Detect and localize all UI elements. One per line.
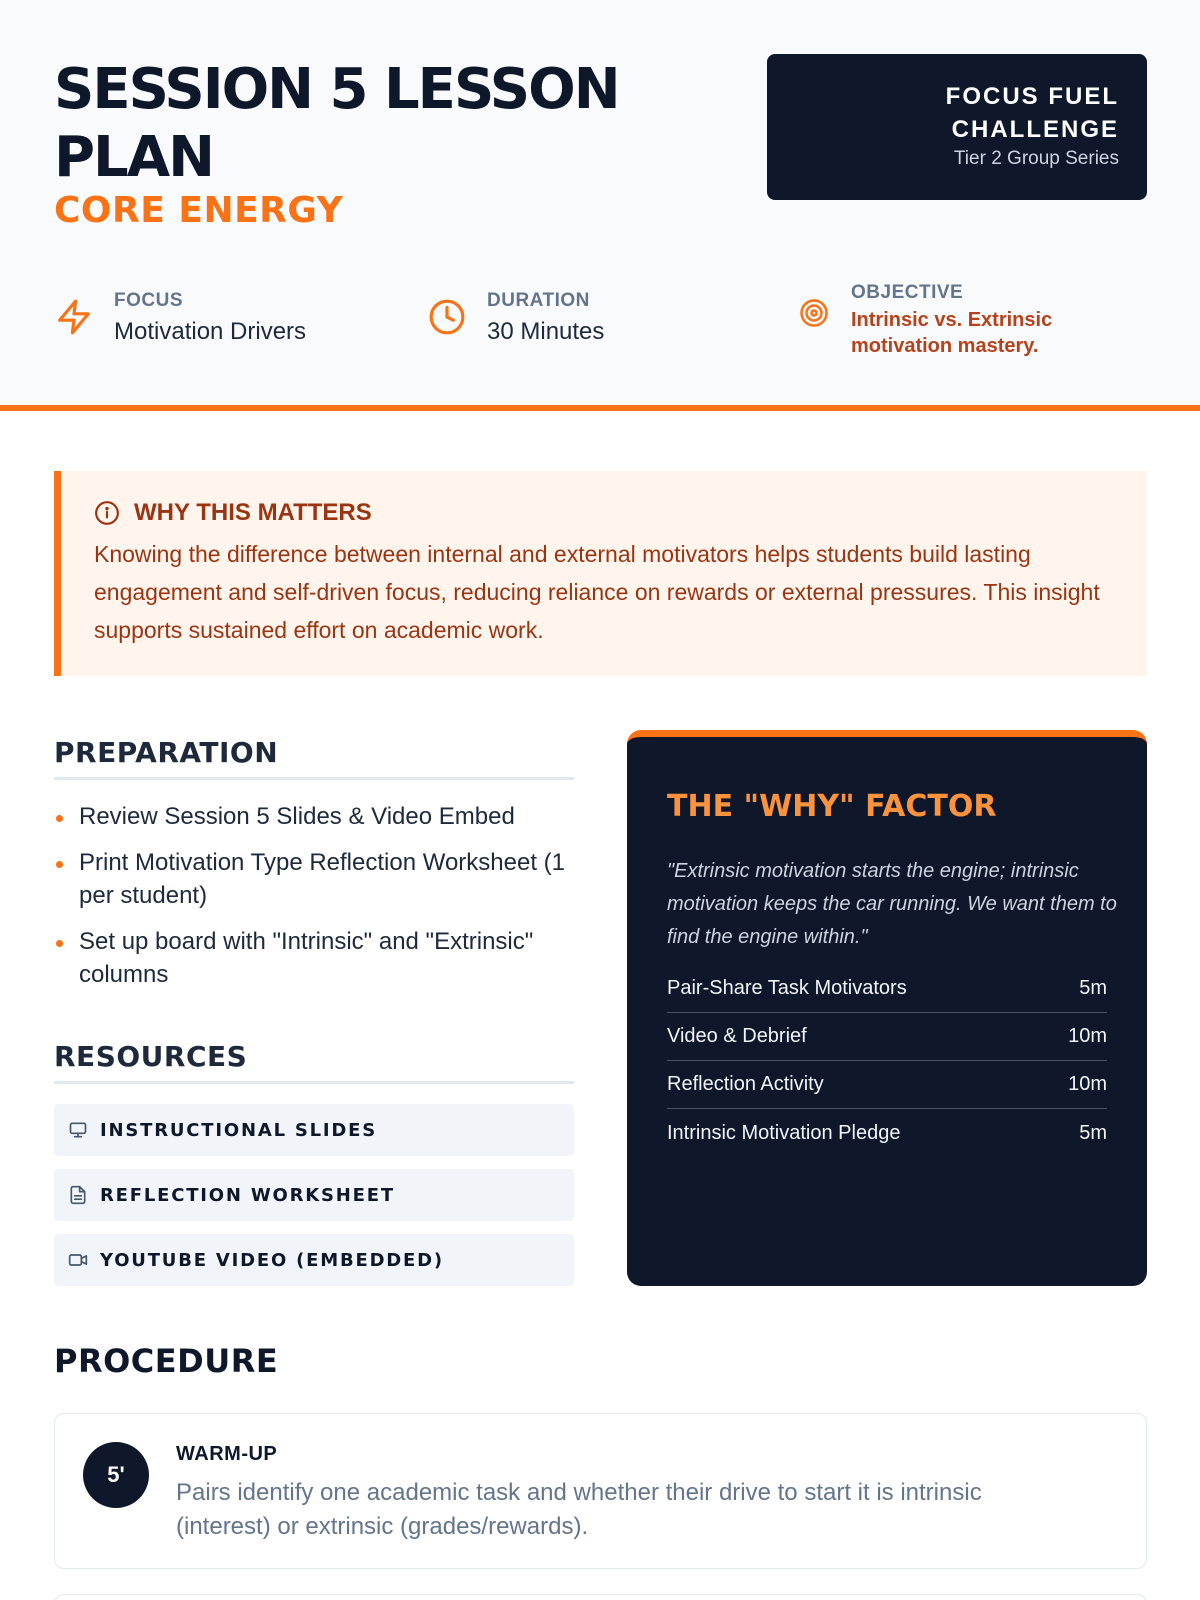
page-subtitle: CORE ENERGY [54, 190, 344, 231]
why-matters-body: Knowing the difference between internal and external motivators helps students build lasting engagement and self-driven focus, reducing reliance on rewards or external pressures. This insight supports sustained effort on academic work. [94, 541, 1100, 643]
agenda-row [667, 1061, 1107, 1109]
preparation-list [54, 800, 574, 1004]
page-title: SESSION 5 LESSON PLAN [54, 57, 619, 190]
why-factor-title: THE "WHY" FACTOR [667, 789, 997, 824]
info-icon [94, 500, 120, 526]
agenda-item-time: 5m [1079, 977, 1107, 999]
agenda-item-name: Intrinsic Motivation Pledge [667, 1121, 901, 1144]
agenda-item-time: 10m [1068, 1025, 1107, 1047]
focus-value: Motivation Drivers [114, 318, 307, 345]
focus-label: FOCUS [114, 290, 183, 311]
list-item: Review Session 5 Slides & Video Embed [54, 800, 574, 833]
why-matters-title: WHY THIS MATTERS [134, 499, 372, 526]
list-item: Print Motivation Type Reflection Worksheet (1 per student) [54, 846, 574, 912]
step-duration-badge: 5' [83, 1442, 149, 1508]
target-icon [799, 298, 829, 328]
resource-slides[interactable] [54, 1104, 574, 1156]
resource-video[interactable] [54, 1234, 574, 1286]
agenda-item-time: 5m [1079, 1121, 1107, 1144]
duration-label: DURATION [487, 290, 590, 311]
meta-focus [55, 284, 395, 364]
resources-heading: RESOURCES [54, 1040, 248, 1073]
duration-value: 30 Minutes [487, 318, 605, 345]
step-title: WARM-UP [176, 1443, 278, 1465]
agenda-list [667, 965, 1107, 1157]
agenda-item-time: 10m [1068, 1073, 1107, 1095]
badge-subtitle: Tier 2 Group Series [953, 148, 1119, 169]
resource-label: YOUTUBE VIDEO (EMBEDDED) [100, 1249, 444, 1271]
step-body: Pairs identify one academic task and whether their drive to start it is intrinsic (interest) or extrinsic (grades/rewards). [176, 1479, 982, 1540]
objective-value: Intrinsic vs. Extrinsic motivation mastery. [851, 309, 1053, 357]
procedure-step-next [54, 1594, 1147, 1600]
document-icon [68, 1185, 88, 1205]
procedure-step [54, 1413, 1147, 1569]
video-icon [68, 1250, 88, 1270]
resource-worksheet[interactable] [54, 1169, 574, 1221]
why-factor-quote: "Extrinsic motivation starts the engine; intrinsic motivation keeps the car running. We want them to find the engine within." [667, 860, 1117, 948]
resource-label: INSTRUCTIONAL SLIDES [100, 1119, 378, 1141]
resource-label: REFLECTION WORKSHEET [100, 1184, 395, 1206]
agenda-row [667, 1109, 1107, 1157]
objective-label: OBJECTIVE [851, 282, 964, 303]
agenda-row [667, 1013, 1107, 1061]
meta-duration [428, 284, 768, 364]
clock-icon [428, 298, 466, 336]
badge-title: FOCUS FUEL CHALLENGE [945, 83, 1119, 143]
agenda-row [667, 965, 1107, 1013]
meta-objective [799, 276, 1159, 356]
why-matters-header [94, 499, 372, 527]
agenda-item-name: Reflection Activity [667, 1073, 824, 1095]
why-factor-card [627, 730, 1147, 1286]
program-badge [767, 54, 1147, 200]
lightning-icon [55, 298, 93, 336]
why-matters-callout [54, 471, 1147, 676]
procedure-heading: PROCEDURE [54, 1342, 279, 1380]
preparation-heading: PREPARATION [54, 736, 279, 769]
page-header [0, 0, 1200, 411]
monitor-icon [68, 1120, 88, 1140]
preparation-divider [54, 777, 574, 780]
agenda-item-name: Video & Debrief [667, 1025, 807, 1047]
list-item: Set up board with "Intrinsic" and "Extrinsic" columns [54, 925, 574, 991]
agenda-item-name: Pair-Share Task Motivators [667, 977, 907, 999]
resources-divider [54, 1081, 574, 1084]
